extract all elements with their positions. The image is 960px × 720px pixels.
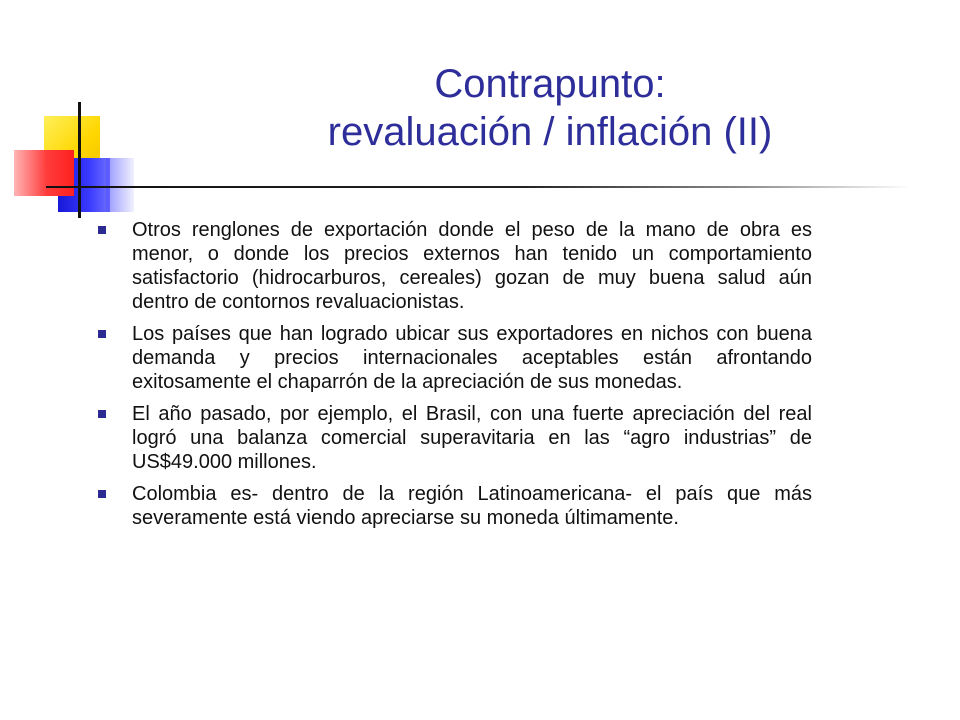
bullet-item [96,402,812,474]
square-bullet-icon [98,330,106,338]
bullet-list [96,218,812,538]
title-divider-line [46,186,911,188]
title-line-1: Contrapunto: [434,62,666,106]
bullet-text: El año pasado, por ejemplo, el Brasil, con una fuerte apreciación del real logró una balanza comercial superavitaria en las “agro industrias” de US$49.000 millones. [132,403,812,473]
vertical-line-decoration [78,102,81,218]
bullet-item [96,482,812,530]
square-bullet-icon [98,490,106,498]
slide-title [200,60,900,156]
red-square-decoration [14,150,74,196]
bullet-item [96,218,812,314]
title-line-2: revaluación / inflación (II) [327,110,773,154]
bullet-text: Otros renglones de exportación donde el peso de la mano de obra es menor, o donde los precios externos han tenido un comportamiento satisfactorio (hidrocarburos, cereales) gozan de muy buena salud aún dentro de contornos revaluacionistas. [132,219,812,313]
bullet-text: Los países que han logrado ubicar sus exportadores en nichos con buena demanda y precios internacionales aceptables están afrontando exitosamente el chaparrón de la apreciación de sus monedas. [132,323,812,393]
blue-glow-decoration [106,158,134,212]
square-bullet-icon [98,410,106,418]
bullet-item [96,322,812,394]
bullet-text: Colombia es- dentro de la región Latinoamericana- el país que más severamente está viendo apreciarse su moneda últimamente. [132,483,812,529]
square-bullet-icon [98,226,106,234]
